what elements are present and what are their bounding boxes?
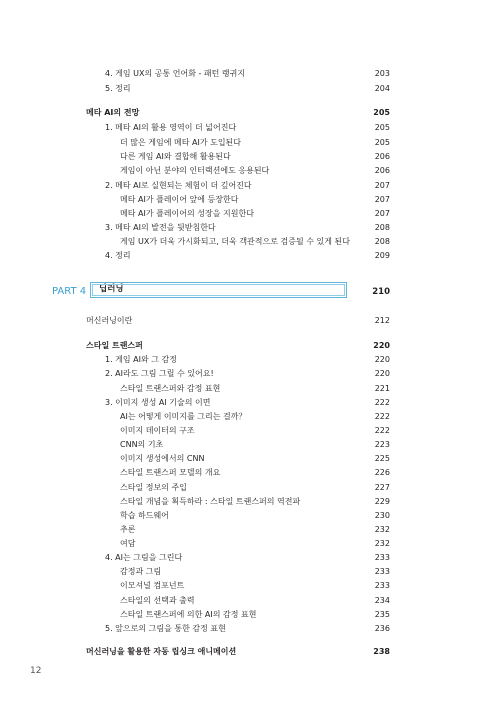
toc-entry-title: CNN의 기초 (120, 440, 164, 449)
toc-entry-page: 222 (374, 412, 390, 421)
toc-entry-title: 이모셔널 컴포넌트 (120, 581, 185, 590)
toc-entry-title: 다른 게임 AI와 결합해 활용된다 (120, 152, 231, 161)
toc-entry-page: 221 (374, 384, 390, 393)
part-page-number: 210 (372, 287, 390, 297)
toc-entry (86, 424, 390, 438)
toc-entry-title: 스타일 정보의 주입 (120, 483, 187, 492)
toc-entry-title: 1. 게임 AI와 그 감정 (105, 355, 178, 364)
toc-entry-title: 4. 게임 UX의 공통 언어화 - 패턴 랭귀지 (105, 69, 246, 78)
toc-entry-title: 스타일의 선택과 출력 (120, 596, 195, 605)
toc-entry-title: 스타일 트랜스퍼에 의한 AI의 감정 표현 (120, 610, 257, 619)
toc-entry (86, 537, 390, 551)
toc-section (86, 314, 390, 328)
toc-entry-title: 감정과 그림 (120, 567, 162, 576)
toc-entry-title: 머신러닝이란 (86, 316, 133, 325)
toc-entry-title: 5. 앞으로의 그림을 통한 감정 표현 (105, 624, 226, 633)
toc-entry-title: 추론 (120, 525, 136, 534)
toc-entry (86, 608, 390, 622)
toc-entry-page: 233 (374, 567, 390, 576)
toc-entry-page: 207 (374, 195, 390, 204)
toc-entry-page: 227 (374, 483, 390, 492)
toc-entry-page: 209 (374, 251, 390, 260)
toc-entry-title: AI는 어떻게 이미지를 그리는 걸까？ (120, 412, 247, 421)
toc-entry-page: 223 (374, 440, 390, 449)
toc-entry-page: 208 (374, 237, 390, 246)
toc-entry-page: 238 (373, 647, 390, 656)
toc-entry (86, 551, 390, 565)
toc-entry-page: 205 (374, 138, 390, 147)
toc-entry-title: 더 많은 게임에 메타 AI가 도입된다 (120, 138, 242, 147)
toc-entry (86, 249, 390, 263)
toc-entry-title: 4. AI는 그림을 그린다 (105, 553, 183, 562)
toc-entry-page: 207 (374, 181, 390, 190)
toc-entry-page: 220 (373, 341, 390, 350)
toc-entry-page: 204 (374, 84, 390, 93)
toc-entry (86, 193, 390, 207)
toc-entry (86, 410, 390, 424)
toc-entry-title: 게임이 아닌 분야의 인터랙션에도 응용된다 (120, 166, 270, 175)
toc-entry (86, 509, 390, 523)
toc-entry-title: 머신러닝을 활용한 자동 립싱크 애니메이션 (86, 647, 237, 656)
toc-entry-page: 233 (374, 553, 390, 562)
toc-entry (86, 622, 390, 636)
part-title: 딥러닝 (99, 284, 124, 294)
toc-entry-title: 메타 AI가 플레이어 앞에 등장한다 (120, 195, 239, 204)
toc-entry (86, 382, 390, 396)
toc-entry-page: 208 (374, 223, 390, 232)
toc-entry (86, 579, 390, 593)
toc-entry-title: 스타일 트랜스퍼 모델의 개요 (120, 468, 221, 477)
toc-entry-page: 203 (374, 69, 390, 78)
toc-entry-title: 메타 AI의 전망 (86, 108, 140, 117)
toc-entry (86, 565, 390, 579)
toc-entry-title: 스타일 트랜스퍼와 감정 표현 (120, 384, 221, 393)
toc-entry (86, 594, 390, 608)
toc-entry (86, 367, 390, 381)
toc-entry (86, 150, 390, 164)
toc-entry-title: 2. 메타 AI로 실현되는 체험이 더 깊어진다 (105, 181, 252, 190)
toc-entry (86, 164, 390, 178)
toc-entry (86, 495, 390, 509)
toc-entry (86, 221, 390, 235)
page-number: 12 (30, 666, 42, 676)
toc-entry-page: 222 (374, 426, 390, 435)
toc-entry (86, 82, 390, 96)
toc-entry (86, 452, 390, 466)
toc-entry-title: 스타일 트랜스퍼 (86, 341, 143, 350)
toc-entry (86, 466, 390, 480)
toc-entry-title: 5. 정리 (105, 84, 131, 93)
toc-entry (86, 136, 390, 150)
toc-entry-title: 2. AI라도 그림 그릴 수 있어요! (105, 369, 214, 378)
toc-entry-page: 225 (374, 454, 390, 463)
toc-entry (86, 207, 390, 221)
toc-entry-title: 3. 메타 AI의 발전을 뒷받침한다 (105, 223, 216, 232)
toc-entry (86, 481, 390, 495)
toc-entry-page: 220 (374, 355, 390, 364)
toc-entry-title: 학습 하드웨어 (120, 511, 169, 520)
toc-entry-title: 1. 메타 AI의 활용 영역이 더 넓어진다 (105, 123, 237, 132)
part-label: PART 4 (52, 286, 87, 297)
toc-entry-page: 220 (374, 369, 390, 378)
toc-entry (86, 438, 390, 452)
toc-entry-page: 222 (374, 398, 390, 407)
toc-entry-page: 229 (374, 497, 390, 506)
toc-entry (86, 235, 390, 249)
toc-entry-title: 이미지 생성에서의 CNN (120, 454, 205, 463)
toc-entry-page: 234 (374, 596, 390, 605)
toc-entry (86, 179, 390, 193)
toc-entry (86, 353, 390, 367)
part-title-box (90, 282, 347, 298)
toc-entry-page: 206 (374, 152, 390, 161)
toc-entry-page: 230 (374, 511, 390, 520)
toc-entry-page: 205 (373, 108, 390, 117)
toc-entry-title: 메타 AI가 플레이어의 성장을 지원한다 (120, 209, 254, 218)
toc-entry-title: 스타일 개념을 획득하라 : 스타일 트랜스퍼의 역전파 (120, 497, 301, 506)
toc-entry-page: 205 (374, 123, 390, 132)
toc-entry (86, 121, 390, 135)
toc-entry-title: 게임 UX가 더욱 가시화되고, 더욱 객관적으로 검증될 수 있게 된다 (120, 237, 350, 246)
toc-entry-page: 232 (374, 525, 390, 534)
toc-entry-page: 233 (374, 581, 390, 590)
toc-entry-title: 3. 이미지 생성 AI 기술의 이면 (105, 398, 211, 407)
toc-entry-page: 207 (374, 209, 390, 218)
toc-entry (86, 67, 390, 81)
toc-section (86, 339, 390, 353)
toc-entry-title: 이미지 데이터의 구조 (120, 426, 195, 435)
toc-entry (86, 523, 390, 537)
toc-entry-page: 235 (374, 610, 390, 619)
toc-entry-page: 232 (374, 539, 390, 548)
toc-entry (86, 396, 390, 410)
toc-entry-page: 212 (374, 316, 390, 325)
toc-entry-page: 206 (374, 166, 390, 175)
toc-entry-title: 여담 (120, 539, 136, 548)
toc-entry-page: 236 (374, 624, 390, 633)
part-heading (52, 285, 390, 299)
toc-entry-title: 4. 정리 (105, 251, 131, 260)
toc-entry-page: 226 (374, 468, 390, 477)
toc-section (86, 106, 390, 120)
toc-section (86, 645, 390, 659)
